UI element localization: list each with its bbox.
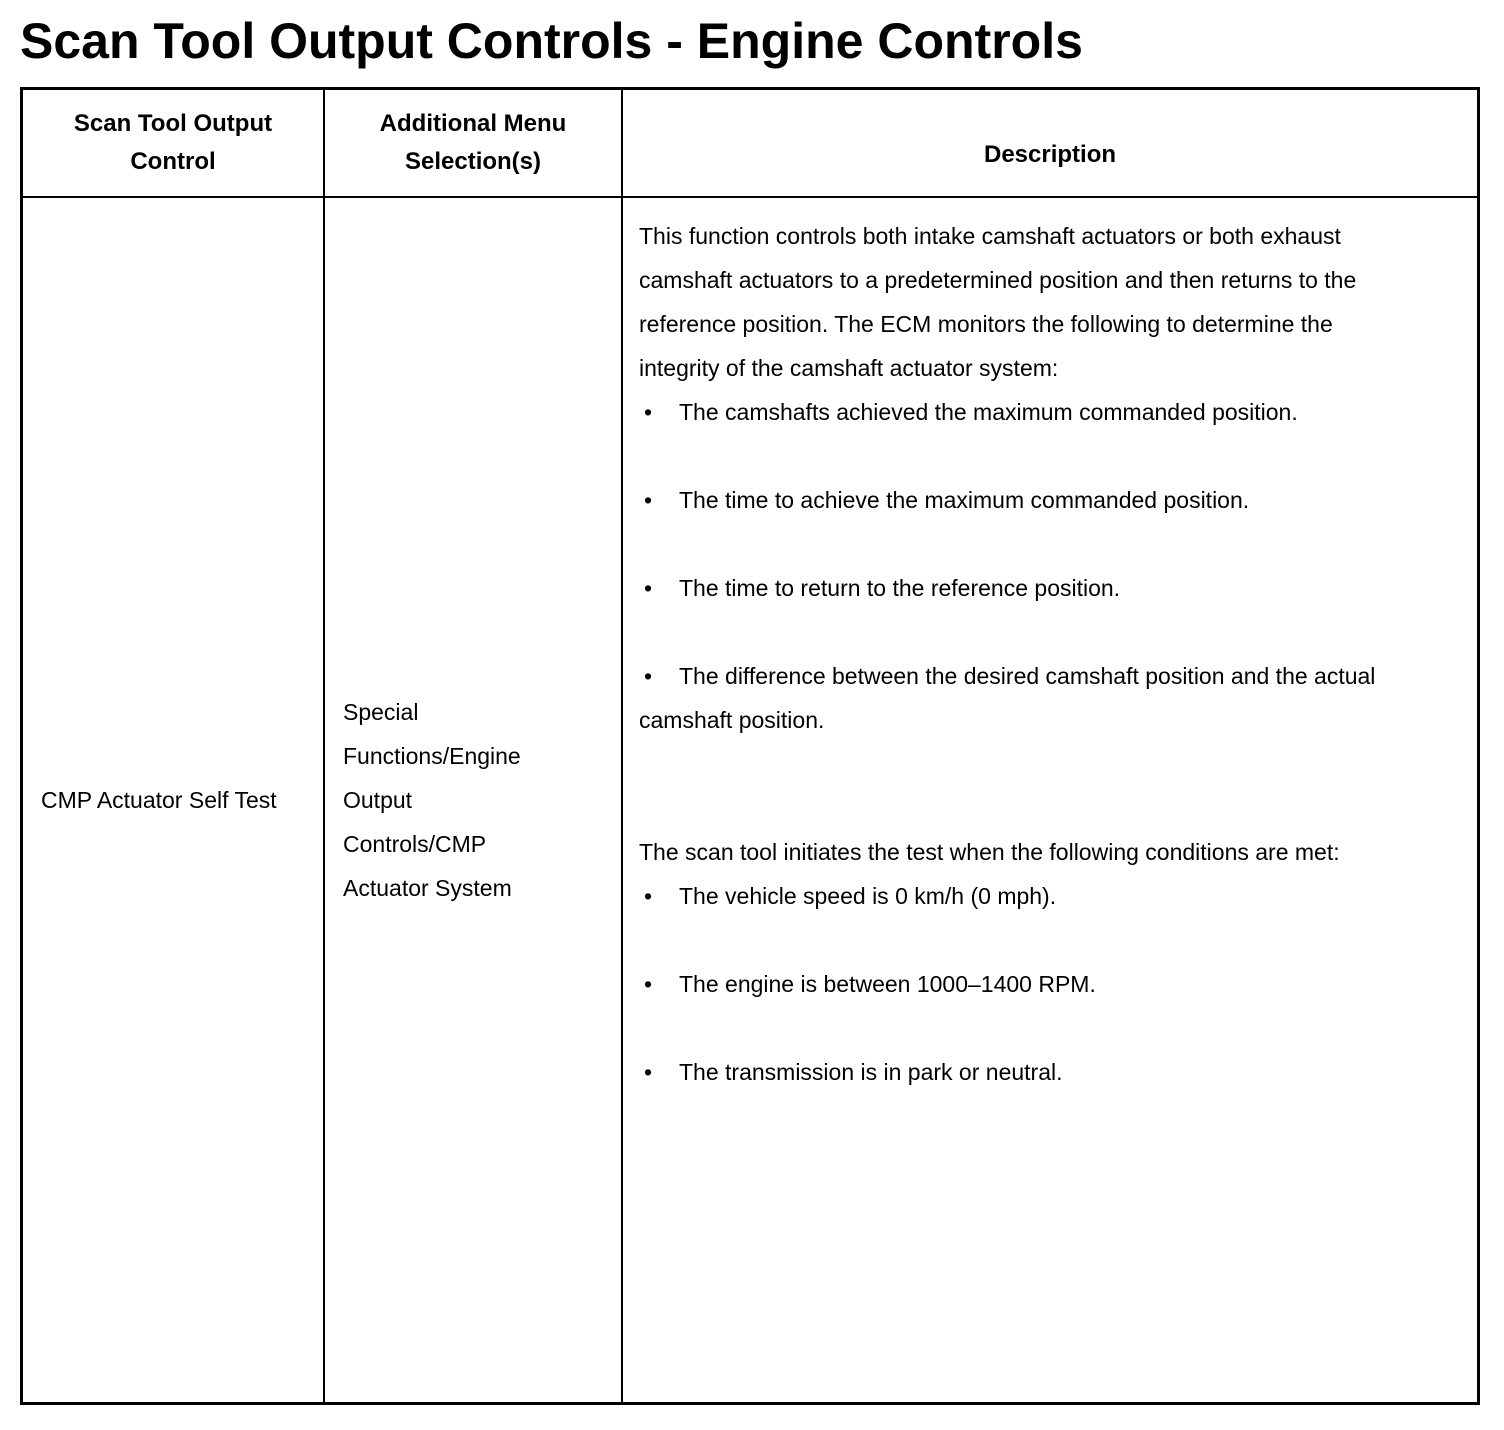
list-item-text: The engine is between 1000–1400 RPM. <box>679 971 1096 997</box>
bullet-icon <box>639 962 679 1006</box>
list-item-text: The vehicle speed is 0 km/h (0 mph). <box>679 883 1057 909</box>
list-item-text: The time to achieve the maximum commanded position. <box>679 487 1250 513</box>
menu-selection-path: Special Functions/Engine Output Controls/CMP Actuator System <box>343 699 521 901</box>
list-item <box>639 874 1397 918</box>
bullet-icon <box>639 390 679 434</box>
scan-tool-output-controls-table <box>20 87 1480 1405</box>
bullet-icon <box>639 874 679 918</box>
table-row <box>23 198 1477 1402</box>
list-item-text: The difference between the desired camshaft position and the actual camshaft position. <box>639 663 1376 733</box>
column-header-scan-tool-output-control: Scan Tool Output Control <box>23 90 325 196</box>
list-item <box>639 962 1397 1006</box>
list-item <box>639 478 1397 522</box>
cell-additional-menu-selection <box>325 198 623 1402</box>
bullet-icon <box>639 1050 679 1094</box>
list-item <box>639 654 1397 742</box>
cell-scan-tool-output-control <box>23 198 325 1402</box>
bullet-icon <box>639 566 679 610</box>
list-item-text: The transmission is in park or neutral. <box>679 1059 1063 1085</box>
description-conditions-intro: The scan tool initiates the test when the following conditions are met: <box>639 839 1340 865</box>
list-item <box>639 390 1397 434</box>
table-header-row <box>23 90 1477 198</box>
list-item <box>639 566 1397 610</box>
control-name: CMP Actuator Self Test <box>41 787 277 813</box>
column-header-description: Description <box>983 141 1117 168</box>
description-intro: This function controls both intake camshaft actuators or both exhaust camshaft actuators to a predetermined position and then returns to the reference position. The ECM monitors the following to determine the integrity of the camshaft actuator system: <box>639 223 1357 381</box>
list-item-text: The camshafts achieved the maximum commanded position. <box>679 399 1298 425</box>
page-title: Scan Tool Output Controls - Engine Controls <box>20 13 1083 69</box>
cell-description <box>623 198 1477 1402</box>
column-header-additional-menu-selections: Additional Menu Selection(s) <box>325 90 623 196</box>
list-item-text: The time to return to the reference position. <box>679 575 1121 601</box>
bullet-icon <box>639 478 679 522</box>
list-item <box>639 1050 1397 1094</box>
bullet-icon <box>639 654 679 698</box>
